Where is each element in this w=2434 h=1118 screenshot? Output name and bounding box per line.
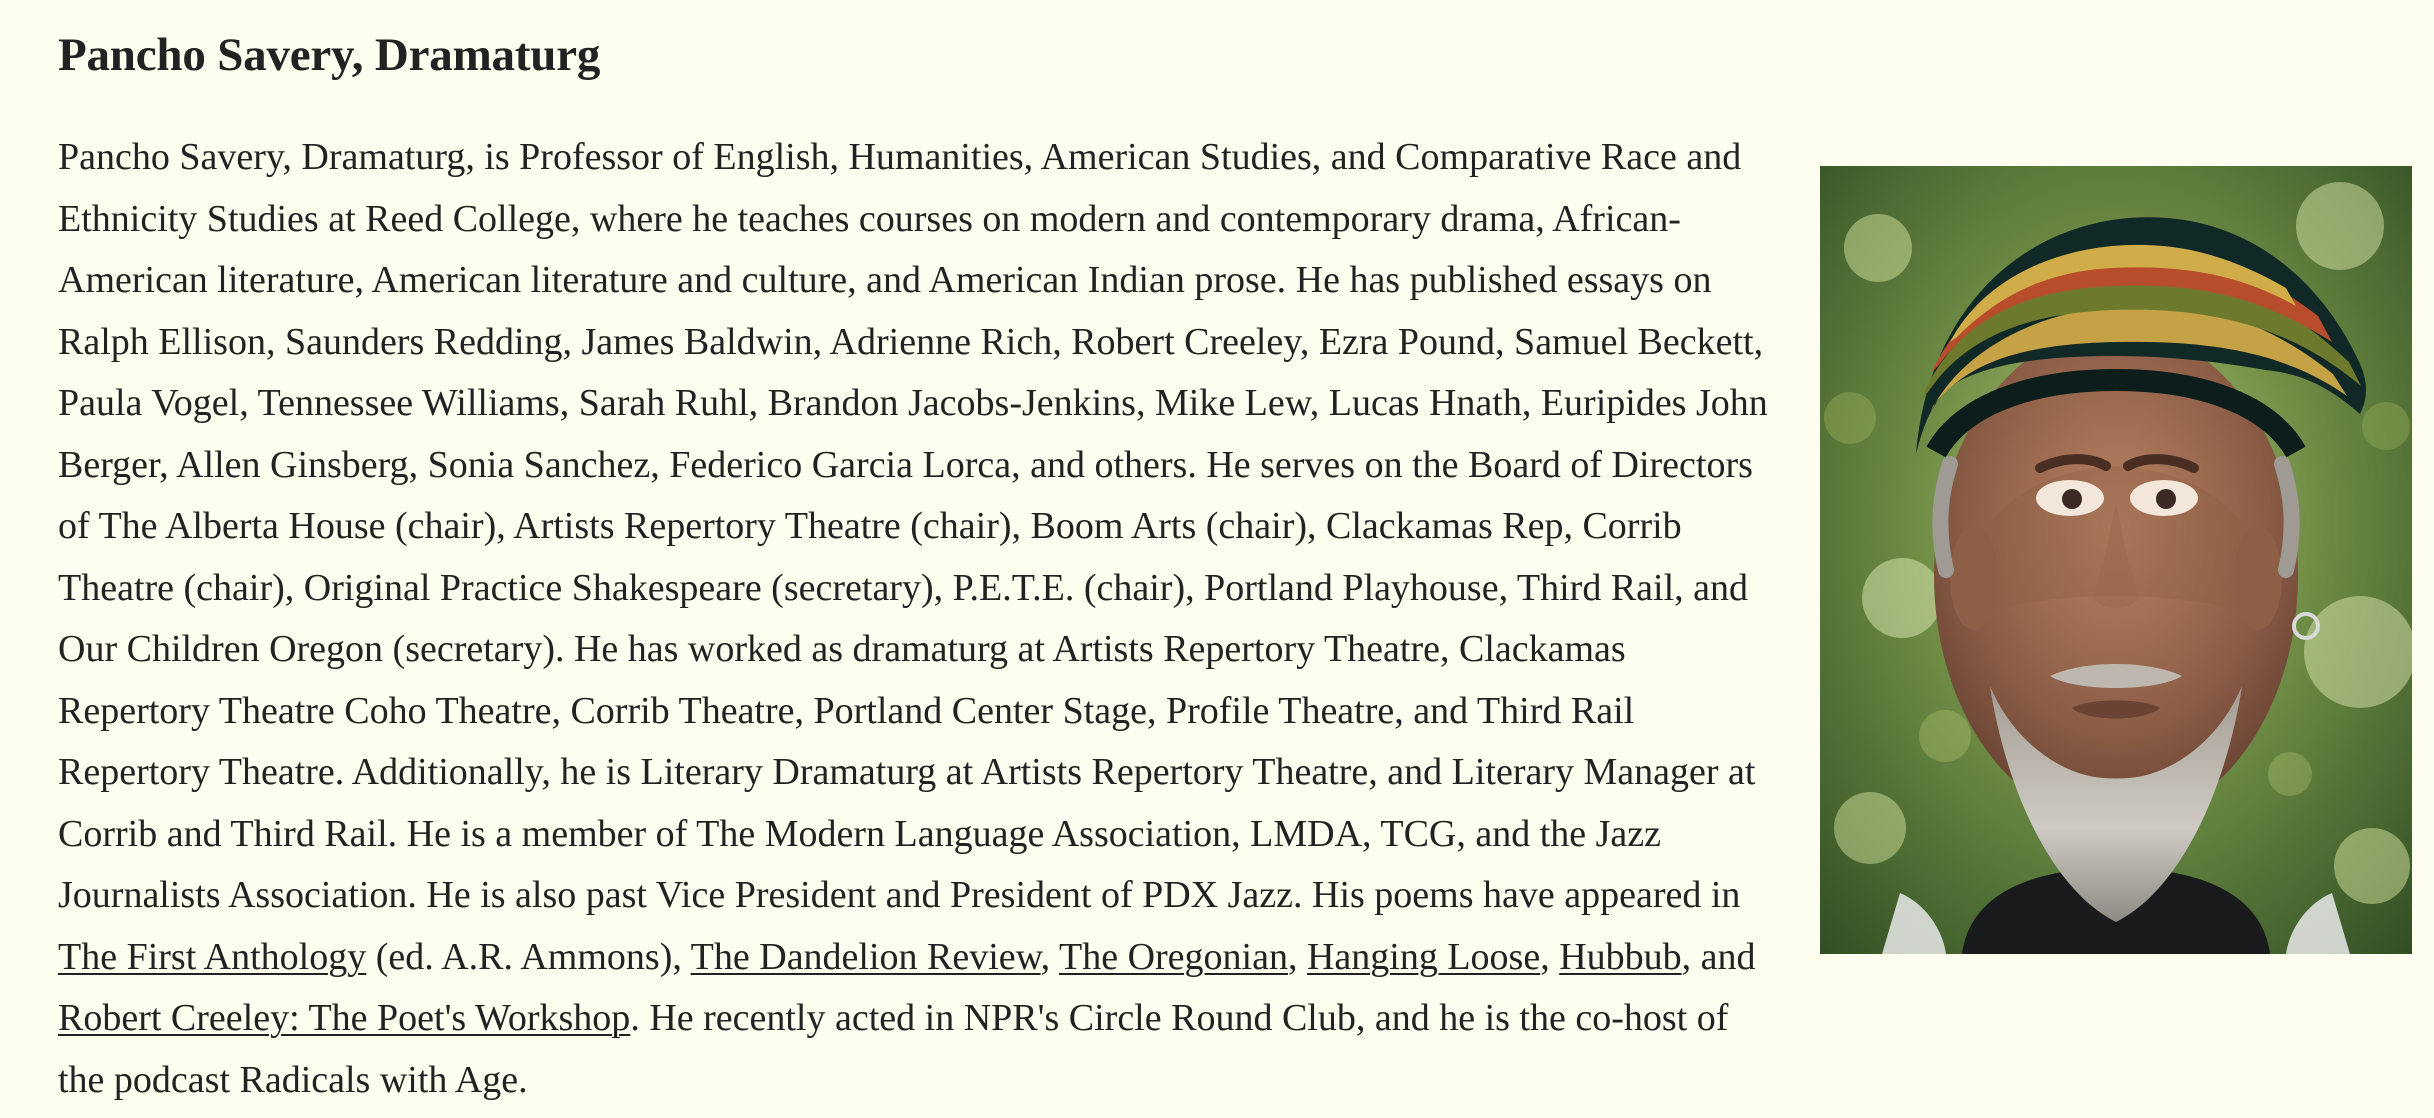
link-the-oregonian[interactable]: The Oregonian (1058, 935, 1288, 978)
bio-separator: , and (1681, 935, 1756, 978)
bio-separator: , (1287, 935, 1307, 978)
link-hubbub[interactable]: Hubbub (1559, 935, 1682, 978)
portrait-photo (1820, 166, 2412, 954)
bio-separator: , (1040, 935, 1059, 978)
link-the-first-anthology[interactable]: The First Anthology (58, 935, 367, 978)
bio-text-3: . He recently acted in NPR's Circle Round Club, and he is the co-host of the podcast Radicals with Age. (58, 997, 1729, 1101)
portrait-illustration (1820, 166, 2412, 954)
bio-separator: , (1540, 935, 1560, 978)
bio-paragraph (58, 127, 1768, 1111)
bio-text-2: (ed. A.R. Ammons), (366, 935, 691, 978)
link-the-dandelion-review[interactable]: The Dandelion Review (690, 935, 1041, 978)
page-title: Pancho Savery, Dramaturg (58, 29, 601, 81)
link-robert-creeley-the-poets-workshop[interactable]: Robert Creeley: The Poet's Workshop (58, 997, 631, 1039)
link-hanging-loose[interactable]: Hanging Loose (1306, 935, 1541, 978)
bio-text-1: Pancho Savery, Dramaturg, is Professor of English, Humanities, American Studies, and Comparative Race and Ethnicity Studies at Reed College, where he teaches courses on modern and contemporary drama, African-American literature, American literature and culture, and American Indian prose. He has published essays on Ralph Ellison, Saunders Redding, James Baldwin, Adrienne Rich, Robert Creeley, Ezra Pound, Samuel Beckett, Paula Vogel, Tennessee Williams, Sarah Ruhl, Brandon Jacobs-Jenkins, Mike Lew, Lucas Hnath, Euripides John Berger, Allen Ginsberg, Sonia Sanchez, Federico Garcia Lorca, and others. He serves on the Board of Directors of The Alberta House (chair), Artists Repertory Theatre (chair), Boom Arts (chair), Clackamas Rep, Corrib Theatre (chair), Original Practice Shakespeare (secretary), P.E.T.E. (chair), Portland Playhouse, Third Rail, and Our Children Oregon (secretary). He has worked as dramaturg at Artists Repertory Theatre, Clackamas Repertory Theatre Coho Theatre, Corrib Theatre, Portland Center Stage, Profile Theatre, and Third Rail Repertory Theatre. Additionally, he is Literary Dramaturg at Artists Repertory Theatre, and Literary Manager at Corrib and Third Rail. He is a member of The Modern Language Association, LMDA, TCG, and the Jazz Journalists Association. He is also past Vice President and President of PDX Jazz. His poems have appeared in (58, 136, 1768, 916)
